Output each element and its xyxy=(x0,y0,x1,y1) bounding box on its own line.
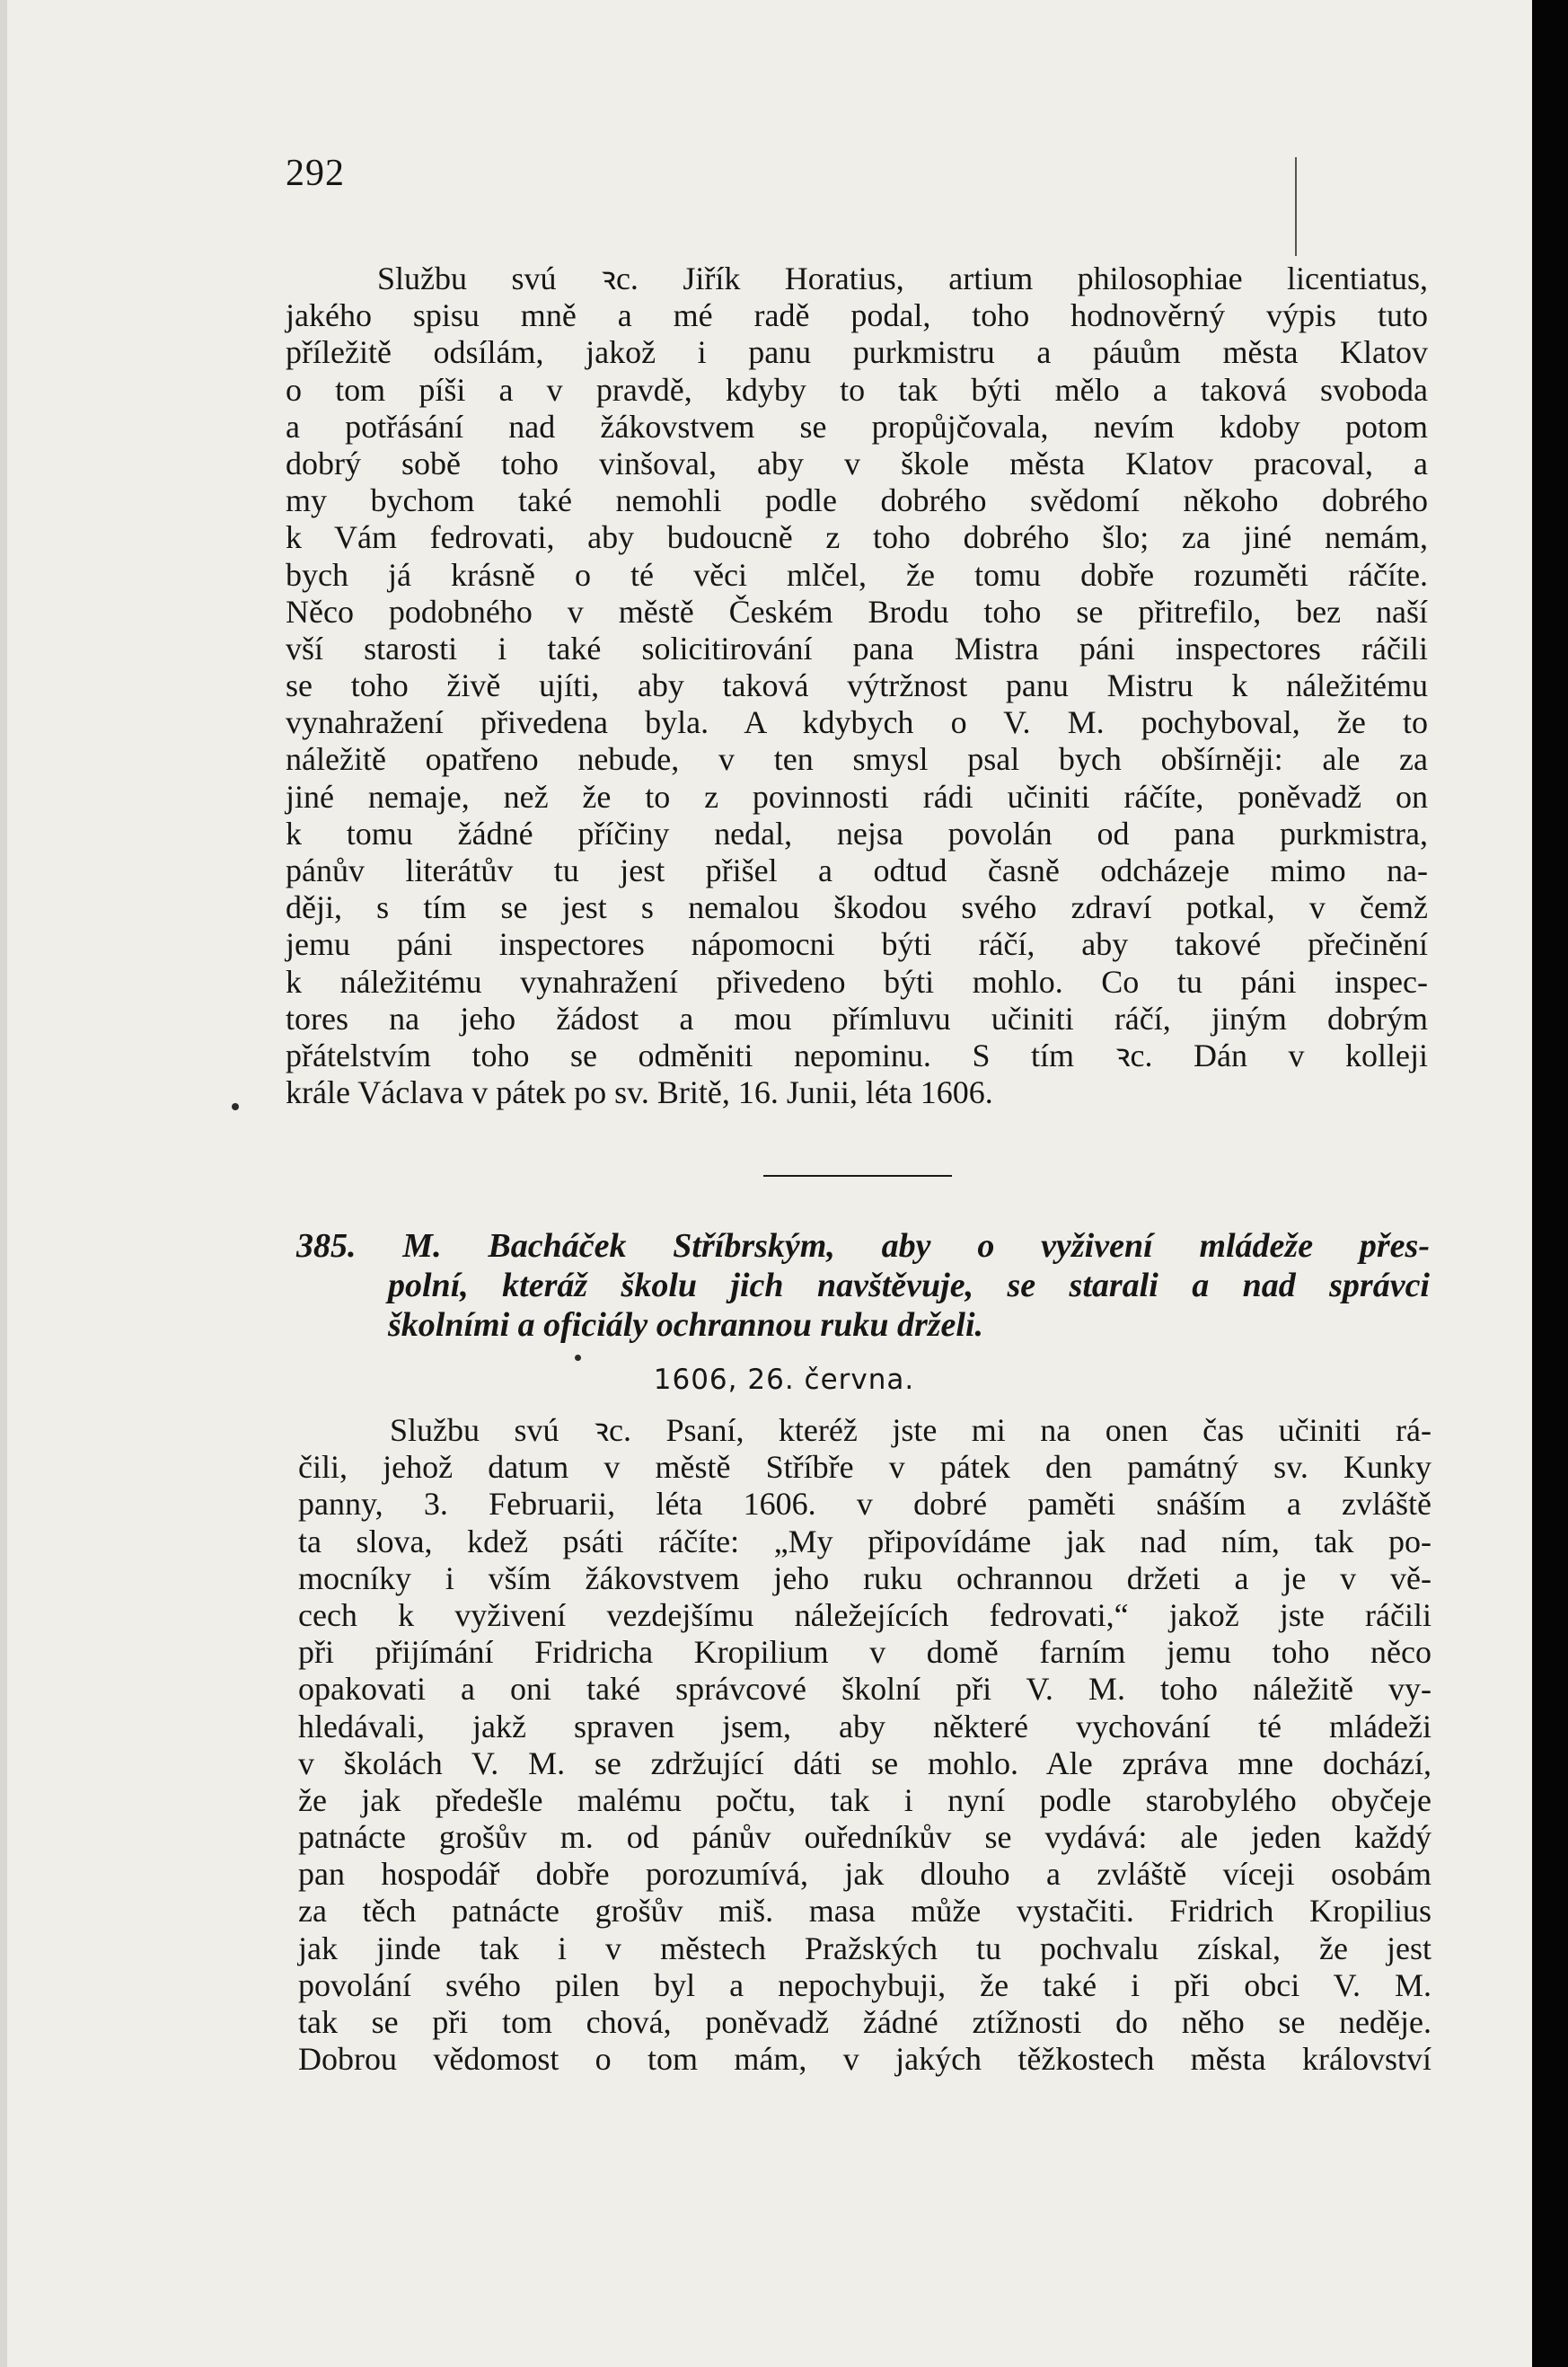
text-line: dobrý sobě toho vinšoval, aby v škole města Klatov pracoval, a xyxy=(286,445,1428,481)
text-line: pánův literátův tu jest přišel a odtud časně odcházeje mimo na- xyxy=(286,852,1428,888)
text-line: jemu páni inspectores nápomocni býti ráčí, aby takové přečinění xyxy=(286,926,1428,963)
scan-speck xyxy=(232,1103,239,1110)
text-line: patnácte grošův m. od pánův ouředníkův se vydává: ale jeden každý xyxy=(298,1819,1431,1856)
text-line: se toho živě ujíti, aby taková výtržnost panu Mistru k náležitému xyxy=(286,667,1428,704)
text-line: ději, s tím se jest s nemalou škodou svého zdraví potkal, v čemž xyxy=(286,889,1428,926)
text-line: mocníky i vším žákovstvem jeho ruku ochrannou držeti a je v vě- xyxy=(298,1559,1431,1596)
text-line: cech k vyživení vezdejšímu náležejících fedrovati,“ jakož jste ráčili xyxy=(298,1596,1431,1633)
text-line: a potřásání nad žákovstvem se propůjčovala, nevím kdoby potom xyxy=(286,408,1428,445)
text-line: jiné nemaje, než že to z povinnosti rádi učiniti ráčíte, poněvadž on xyxy=(286,778,1428,815)
text-line: při přijímání Fridricha Kropilium v domě farním jemu toho něco xyxy=(298,1634,1431,1671)
text-line: přátelstvím toho se odměniti nepominu. S tím ꝛc. Dán v kolleji xyxy=(286,1037,1428,1073)
text-line: náležitě opatřeno nebude, v ten smysl psal bych obšírněji: ale za xyxy=(286,741,1428,778)
text-line: krále Václava v pátek po sv. Britě, 16. Junii, léta 1606. xyxy=(286,1074,993,1111)
text-line: v školách V. M. se zdržující dáti se mohlo. Ale zpráva mne dochází, xyxy=(298,1744,1431,1781)
heading-line: školními a oficiály ochrannou ruku drželi. xyxy=(388,1306,984,1344)
page-number: 292 xyxy=(286,153,345,194)
text-line: tores na jeho žádost a mou přímluvu učiniti ráčí, jiným dobrým xyxy=(286,1000,1428,1037)
text-line: čili, jehož datum v městě Stříbře v pátek den památný sv. Kunky xyxy=(298,1449,1431,1486)
text-line: že jak předešle malému počtu, tak i nyní podle starobylého obyčeje xyxy=(298,1781,1431,1818)
text-line: jak jinde tak i v městech Pražských tu pochvalu získal, že jest xyxy=(298,1930,1431,1966)
text-line: tak se při tom chová, poněvadž žádné ztížnosti do něho se neděje. xyxy=(298,2004,1431,2040)
text-line: za těch patnácte grošův miš. masa může vystačiti. Fridrich Kropilius xyxy=(298,1893,1431,1930)
text-line: opakovati a oni také správcové školní při V. M. toho náležitě vy- xyxy=(298,1671,1431,1708)
text-line: jakého spisu mně a mé radě podal, toho hodnověrný výpis tuto xyxy=(286,297,1428,334)
text-line: bych já krásně o té věci mlčel, že tomu dobře rozuměti ráčíte. xyxy=(286,556,1428,593)
text-line: příležitě odsílám, jakož i panu purkmistru a páuům města Klatov xyxy=(286,334,1428,371)
text-line: ta slova, kdež psáti ráčíte: „My připovídáme jak nad ním, tak po- xyxy=(298,1523,1431,1559)
text-line: Službu svú ꝛc. Psaní, kteréž jste mi na onen čas učiniti rá- xyxy=(390,1412,1431,1448)
text-line: panny, 3. Februarii, léta 1606. v dobré paměti snáším a zvláště xyxy=(298,1486,1431,1523)
text-line: k tomu žádné příčiny nedal, nejsa povolán od pana purkmistra, xyxy=(286,815,1428,852)
scan-mark xyxy=(1295,157,1297,256)
text-line: Službu svú ꝛc. Jiřík Horatius, artium philosophiae licentiatus, xyxy=(377,261,1428,296)
letter-date: 1606, 26. června. xyxy=(653,1364,915,1396)
letter-1-body xyxy=(286,261,1428,1111)
text-line: k náležitému vynahražení přivedeno býti mohlo. Co tu páni inspec- xyxy=(286,963,1428,1000)
text-line: vší starosti i také solicitirování pana Mistra páni inspectores ráčili xyxy=(286,630,1428,667)
letter-2-heading xyxy=(296,1226,1430,1345)
text-line: vynahražení přivedena byla. A kdybych o V. M. pochyboval, že to xyxy=(286,704,1428,741)
page-left-edge xyxy=(0,0,7,2367)
text-line: Dobrou vědomost o tom mám, v jakých těžkostech města království xyxy=(298,2041,1431,2078)
scan-dark-border xyxy=(1532,0,1568,2367)
heading-line: polní, kteráž školu jich navštěvuje, se starali a nad správci xyxy=(388,1267,1430,1304)
section-divider xyxy=(763,1175,952,1177)
text-line: pan hospodář dobře porozumívá, jak dlouho a zvláště víceji osobám xyxy=(298,1856,1431,1893)
text-line: k Vám fedrovati, aby budoucně z toho dobrého šlo; za jiné nemám, xyxy=(286,519,1428,556)
letter-2-body xyxy=(298,1412,1431,2078)
text-line: hledávali, jakž spraven jsem, aby některé vychování té mládeži xyxy=(298,1708,1431,1744)
text-line: my bychom také nemohli podle dobrého svědomí někoho dobrého xyxy=(286,482,1428,519)
text-line: o tom píši a v pravdě, kdyby to tak býti mělo a taková svoboda xyxy=(286,371,1428,408)
text-line: povolání svého pilen byl a nepochybuji, že také i při obci V. M. xyxy=(298,1966,1431,2003)
text-line: Něco podobného v městě Českém Brodu toho se přitrefilo, bez naší xyxy=(286,593,1428,630)
scan-speck xyxy=(575,1355,581,1361)
heading-line: 385. M. Bacháček Stříbrským, aby o vyživení mládeže přes- xyxy=(296,1227,1430,1265)
